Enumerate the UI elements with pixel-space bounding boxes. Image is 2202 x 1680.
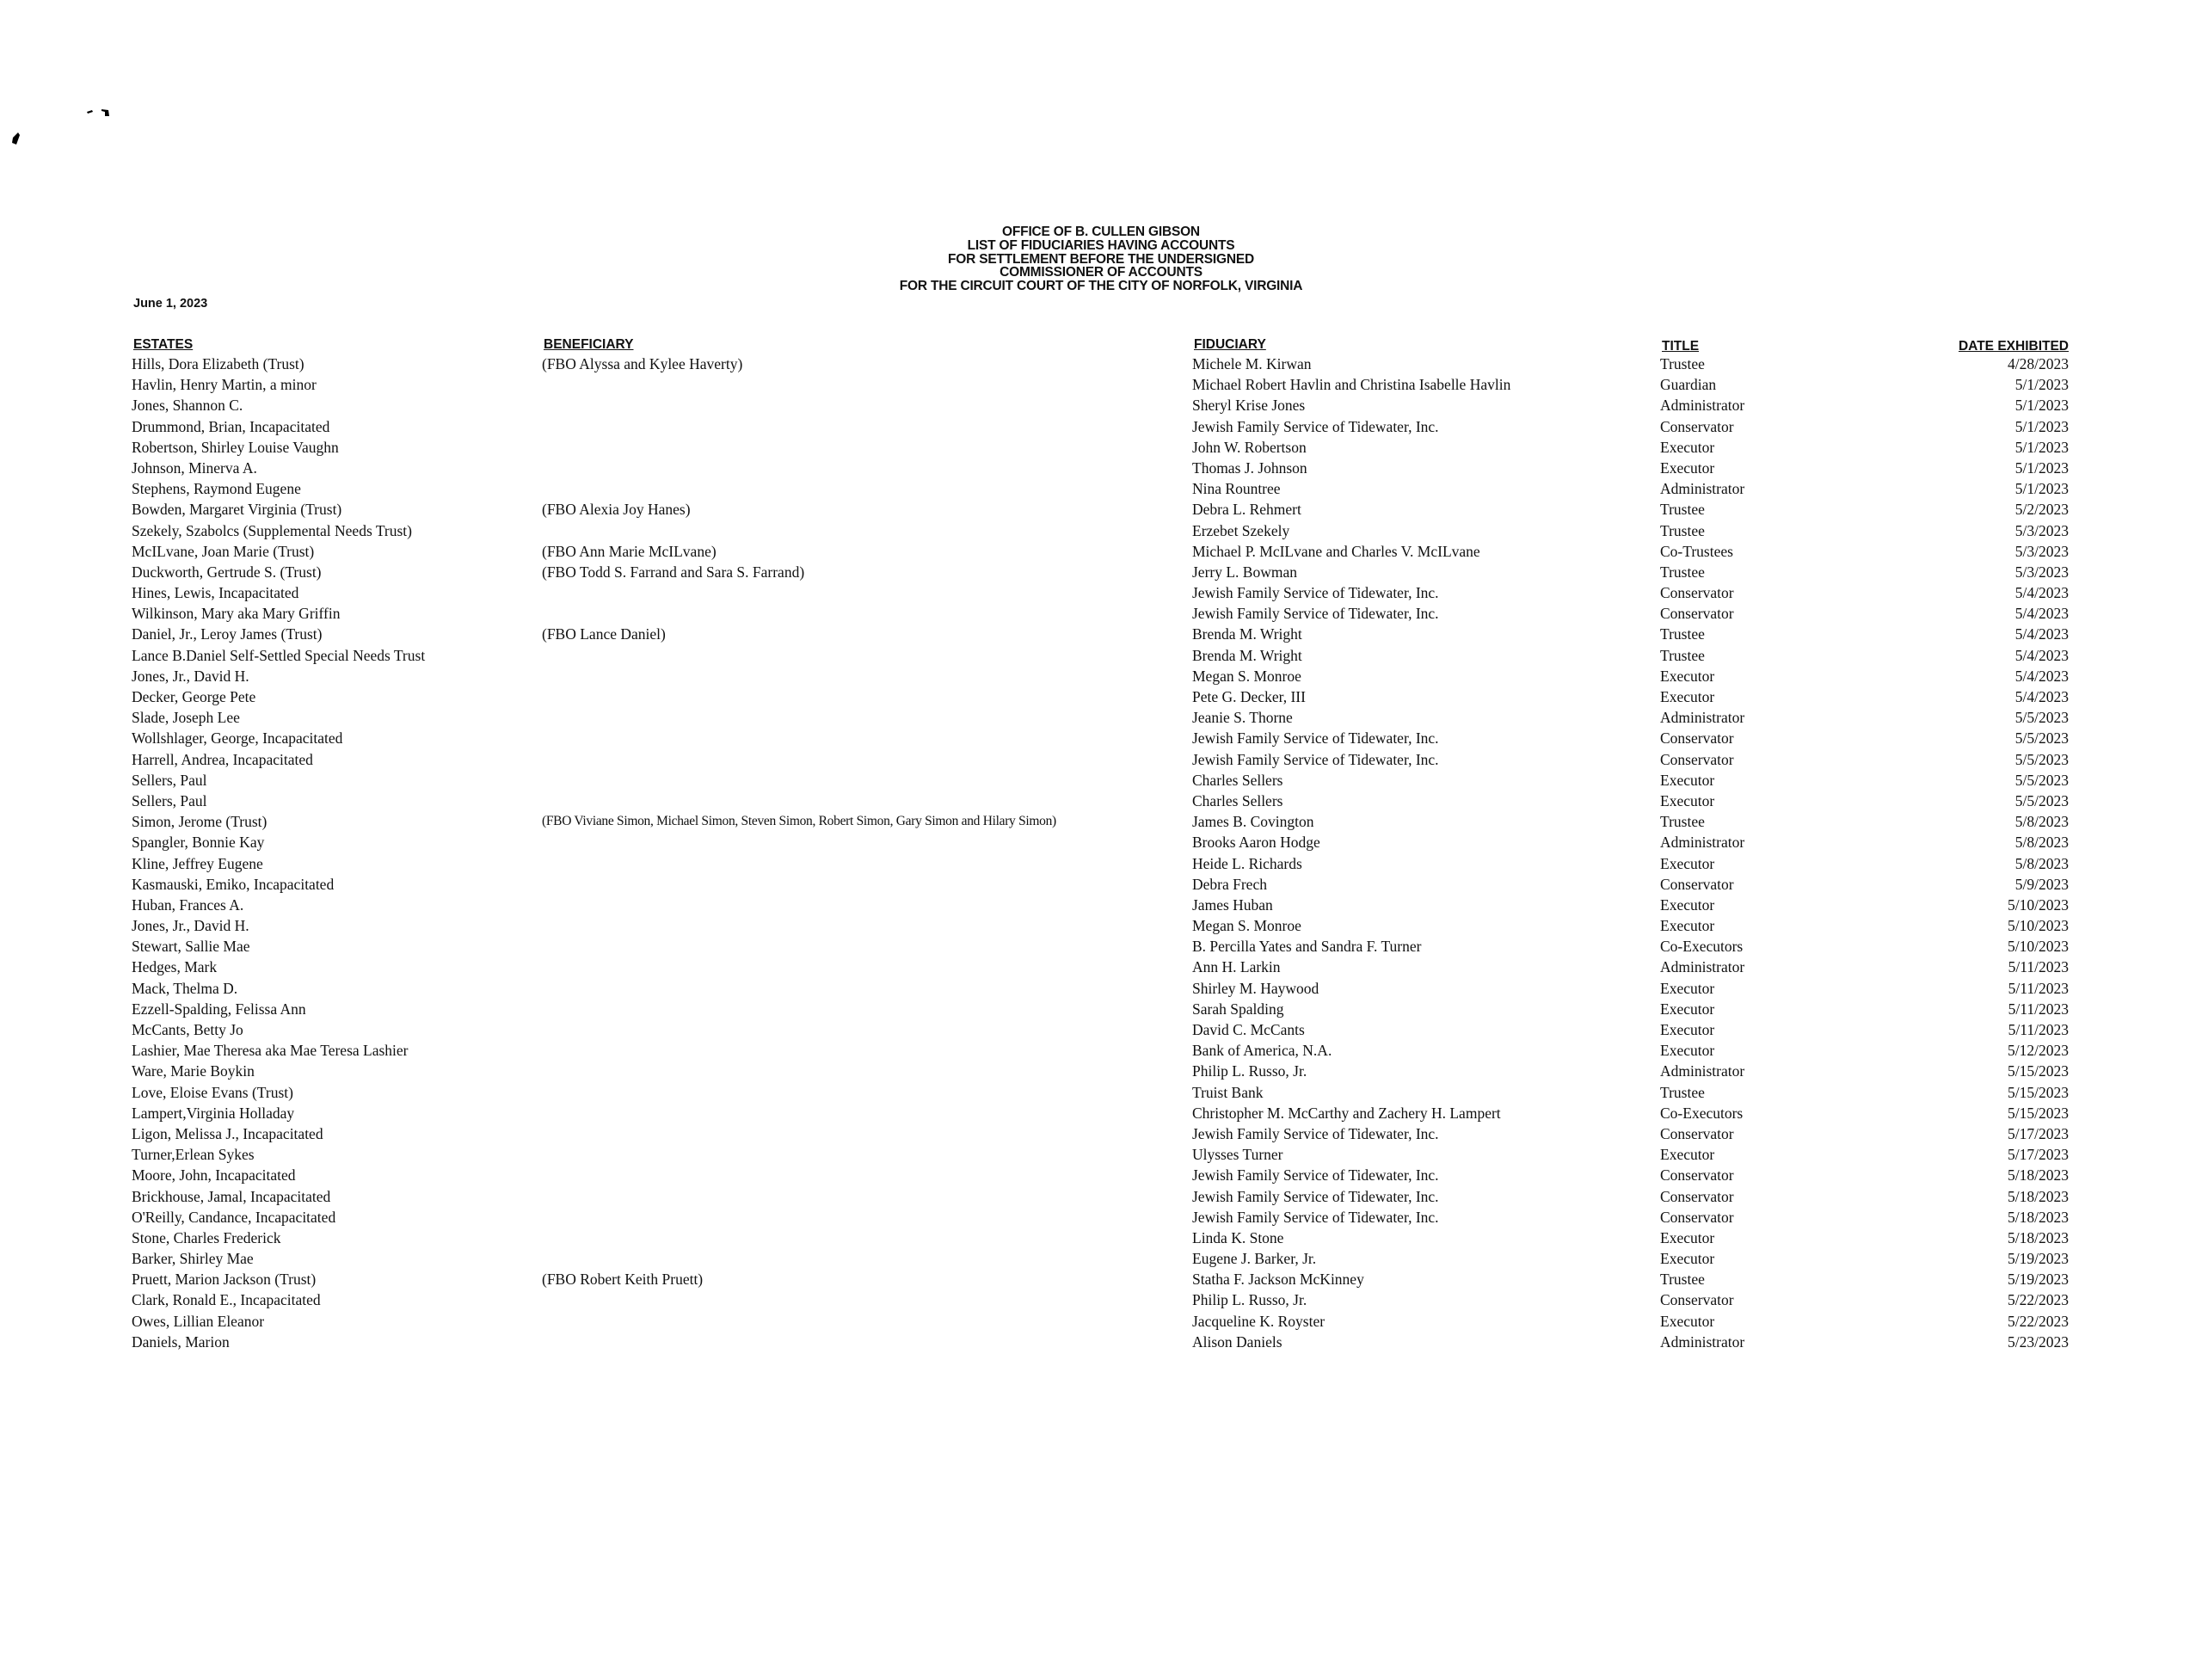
table-row xyxy=(0,1229,2202,1250)
table-row xyxy=(0,1166,2202,1187)
estate-cell: Kasmauski, Emiko, Incapacitated xyxy=(132,875,335,893)
fiduciary-cell: John W. Robertson xyxy=(1192,438,1307,456)
table-row xyxy=(0,1105,2202,1125)
date-exhibited-cell: 5/10/2023 xyxy=(2008,938,2069,956)
scan-speck-mark xyxy=(10,132,21,146)
title-cell: Administrator xyxy=(1660,709,1745,727)
table-row xyxy=(0,1250,2202,1271)
column-header-fiduciary: FIDUCIARY xyxy=(1194,337,1266,352)
fiduciary-cell: Jewish Family Service of Tidewater, Inc. xyxy=(1192,584,1439,602)
fiduciary-cell: Jewish Family Service of Tidewater, Inc. xyxy=(1192,750,1439,768)
fiduciary-cell: Sarah Spalding xyxy=(1192,1000,1284,1018)
fiduciary-cell: Jewish Family Service of Tidewater, Inc. xyxy=(1192,1124,1439,1142)
estate-cell: Owes, Lillian Eleanor xyxy=(132,1312,265,1330)
fiduciary-cell: Heide L. Richards xyxy=(1192,854,1302,872)
fiduciary-cell: Brenda M. Wright xyxy=(1192,625,1302,643)
title-cell: Trustee xyxy=(1660,521,1705,539)
fiduciary-cell: Michele M. Kirwan xyxy=(1192,355,1312,372)
date-exhibited-cell: 5/12/2023 xyxy=(2008,1042,2069,1060)
title-cell: Conservator xyxy=(1660,584,1734,602)
estate-cell: Szekely, Szabolcs (Supplemental Needs Trust) xyxy=(132,521,412,539)
date-exhibited-cell: 5/11/2023 xyxy=(2008,1021,2069,1038)
title-cell: Co-Executors xyxy=(1660,938,1744,956)
fiduciary-cell: James Huban xyxy=(1192,895,1273,914)
title-cell: Trustee xyxy=(1660,501,1705,519)
table-row xyxy=(0,376,2202,397)
title-cell: Executor xyxy=(1660,895,1715,914)
date-exhibited-cell: 4/28/2023 xyxy=(2008,355,2069,372)
table-row xyxy=(0,625,2202,646)
date-exhibited-cell: 5/3/2023 xyxy=(2014,521,2069,539)
date-exhibited-cell: 5/22/2023 xyxy=(2008,1291,2069,1309)
estate-cell: Sellers, Paul xyxy=(132,771,207,789)
title-cell: Conservator xyxy=(1660,1187,1734,1205)
date-exhibited-cell: 5/5/2023 xyxy=(2014,729,2069,748)
title-cell: Administrator xyxy=(1660,1332,1745,1351)
date-exhibited-cell: 5/11/2023 xyxy=(2008,958,2069,976)
fiduciary-cell: Jewish Family Service of Tidewater, Inc. xyxy=(1192,729,1439,748)
table-row xyxy=(0,729,2202,750)
fiduciary-cell: Pete G. Decker, III xyxy=(1192,688,1306,705)
table-row xyxy=(0,1000,2202,1021)
table-row xyxy=(0,1042,2202,1062)
estate-cell: O'Reilly, Candance, Incapacitated xyxy=(132,1208,336,1226)
scan-speck-mark xyxy=(86,108,110,117)
date-exhibited-cell: 5/5/2023 xyxy=(2014,750,2069,768)
title-cell: Executor xyxy=(1660,854,1715,872)
date-exhibited-cell: 5/1/2023 xyxy=(2014,397,2069,415)
fiduciary-cell: Jacqueline K. Royster xyxy=(1192,1312,1326,1330)
title-cell: Executor xyxy=(1660,667,1715,685)
beneficiary-cell: (FBO Viviane Simon, Michael Simon, Steven Simon, Robert Simon, Gary Simon and Hilary Simon) xyxy=(542,814,1056,829)
date-exhibited-cell: 5/1/2023 xyxy=(2014,480,2069,498)
date-exhibited-cell: 5/3/2023 xyxy=(2014,542,2069,560)
estate-cell: Ware, Marie Boykin xyxy=(132,1062,255,1080)
table-row xyxy=(0,834,2202,854)
fiduciary-cell: Linda K. Stone xyxy=(1192,1228,1284,1246)
title-cell: Trustee xyxy=(1660,1083,1705,1101)
table-row xyxy=(0,709,2202,729)
title-cell: Executor xyxy=(1660,688,1715,705)
fiduciary-cell: Statha F. Jackson McKinney xyxy=(1192,1271,1364,1289)
table-row xyxy=(0,459,2202,480)
table-row xyxy=(0,792,2202,813)
title-cell: Executor xyxy=(1660,1312,1715,1330)
title-cell: Executor xyxy=(1660,791,1715,809)
table-row xyxy=(0,668,2202,688)
estate-cell: Wollshlager, George, Incapacitated xyxy=(132,729,343,748)
fiduciary-cell: David C. McCants xyxy=(1192,1021,1305,1038)
title-cell: Conservator xyxy=(1660,417,1734,435)
date-exhibited-cell: 5/5/2023 xyxy=(2014,791,2069,809)
fiduciary-cell: Jewish Family Service of Tidewater, Inc. xyxy=(1192,605,1439,623)
beneficiary-cell: (FBO Ann Marie McILvane) xyxy=(542,542,717,560)
table-row xyxy=(0,501,2202,521)
beneficiary-cell: (FBO Todd S. Farrand and Sara S. Farrand) xyxy=(542,563,805,581)
date-exhibited-cell: 5/3/2023 xyxy=(2014,563,2069,581)
header-line: LIST OF FIDUCIARIES HAVING ACCOUNTS xyxy=(967,237,1235,253)
estate-cell: Wilkinson, Mary aka Mary Griffin xyxy=(132,605,341,623)
fiduciary-cell: Sheryl Krise Jones xyxy=(1192,397,1306,415)
table-row xyxy=(0,480,2202,501)
date-exhibited-cell: 5/1/2023 xyxy=(2014,438,2069,456)
estate-cell: Jones, Shannon C. xyxy=(132,397,243,415)
title-cell: Trustee xyxy=(1660,355,1705,372)
estate-cell: Hines, Lewis, Incapacitated xyxy=(132,584,299,602)
estate-cell: Lashier, Mae Theresa aka Mae Teresa Lashier xyxy=(132,1042,409,1060)
date-exhibited-cell: 5/4/2023 xyxy=(2014,625,2069,643)
estate-cell: Ligon, Melissa J., Incapacitated xyxy=(132,1124,323,1142)
beneficiary-cell: (FBO Lance Daniel) xyxy=(542,625,666,643)
date-exhibited-cell: 5/19/2023 xyxy=(2008,1250,2069,1268)
estate-cell: Brickhouse, Jamal, Incapacitated xyxy=(132,1187,331,1205)
estate-cell: McCants, Betty Jo xyxy=(132,1021,243,1038)
estate-cell: Robertson, Shirley Louise Vaughn xyxy=(132,438,339,456)
estate-cell: McILvane, Joan Marie (Trust) xyxy=(132,542,315,560)
fiduciary-cell: Bank of America, N.A. xyxy=(1192,1042,1332,1060)
fiduciary-cell: Christopher M. McCarthy and Zachery H. Lampert xyxy=(1192,1104,1501,1122)
title-cell: Executor xyxy=(1660,1146,1715,1164)
estate-cell: Turner,Erlean Sykes xyxy=(132,1146,255,1164)
title-cell: Conservator xyxy=(1660,1208,1734,1226)
header-line: OFFICE OF B. CULLEN GIBSON xyxy=(1002,225,1200,239)
table-row xyxy=(0,855,2202,876)
beneficiary-cell: (FBO Alyssa and Kylee Haverty) xyxy=(542,355,743,372)
estate-cell: Moore, John, Incapacitated xyxy=(132,1166,296,1185)
date-exhibited-cell: 5/9/2023 xyxy=(2014,875,2069,893)
title-cell: Trustee xyxy=(1660,625,1705,643)
date-exhibited-cell: 5/8/2023 xyxy=(2014,834,2069,852)
date-exhibited-cell: 5/15/2023 xyxy=(2008,1083,2069,1101)
column-header-title: TITLE xyxy=(1662,339,1700,354)
column-header-estates: ESTATES xyxy=(133,337,194,352)
title-cell: Conservator xyxy=(1660,1124,1734,1142)
title-cell: Conservator xyxy=(1660,1166,1734,1185)
table-row xyxy=(0,980,2202,1000)
table-row xyxy=(0,1146,2202,1166)
title-cell: Executor xyxy=(1660,1228,1715,1246)
fiduciary-cell: Truist Bank xyxy=(1192,1083,1264,1101)
column-header-beneficiary: BENEFICIARY xyxy=(544,337,634,352)
table-row xyxy=(0,1313,2202,1333)
estate-cell: Huban, Frances A. xyxy=(132,895,244,914)
header-line: COMMISSIONER OF ACCOUNTS xyxy=(1000,265,1202,280)
estate-cell: Stewart, Sallie Mae xyxy=(132,938,250,956)
estate-cell: Lampert,Virginia Holladay xyxy=(132,1104,295,1122)
estate-cell: Stone, Charles Frederick xyxy=(132,1228,281,1246)
estate-cell: Daniel, Jr., Leroy James (Trust) xyxy=(132,625,323,643)
date-exhibited-cell: 5/5/2023 xyxy=(2014,771,2069,789)
title-cell: Executor xyxy=(1660,1021,1715,1038)
title-cell: Conservator xyxy=(1660,1291,1734,1309)
date-exhibited-cell: 5/18/2023 xyxy=(2008,1208,2069,1226)
table-row xyxy=(0,563,2202,584)
table-row xyxy=(0,1125,2202,1146)
estate-cell: Barker, Shirley Mae xyxy=(132,1250,254,1268)
fiduciary-cell: Eugene J. Barker, Jr. xyxy=(1192,1250,1317,1268)
date-exhibited-cell: 5/4/2023 xyxy=(2014,646,2069,664)
date-exhibited-cell: 5/17/2023 xyxy=(2008,1124,2069,1142)
title-cell: Administrator xyxy=(1660,834,1745,852)
estate-cell: Lance B.Daniel Self-Settled Special Needs Trust xyxy=(132,646,426,664)
title-cell: Executor xyxy=(1660,438,1715,456)
fiduciary-cell: Alison Daniels xyxy=(1192,1332,1282,1351)
table-row xyxy=(0,543,2202,563)
date-exhibited-cell: 5/8/2023 xyxy=(2014,854,2069,872)
table-row xyxy=(0,605,2202,625)
date-exhibited-cell: 5/8/2023 xyxy=(2014,813,2069,831)
title-cell: Administrator xyxy=(1660,958,1745,976)
estate-cell: Hills, Dora Elizabeth (Trust) xyxy=(132,355,304,372)
title-cell: Guardian xyxy=(1660,376,1717,394)
fiduciary-cell: Michael P. McILvane and Charles V. McILvane xyxy=(1192,542,1480,560)
estate-cell: Slade, Joseph Lee xyxy=(132,709,240,727)
column-header-date-exhibited: DATE EXHIBITED xyxy=(1958,339,2069,354)
table-row xyxy=(0,584,2202,605)
title-cell: Administrator xyxy=(1660,397,1745,415)
fiduciary-table xyxy=(0,355,2202,1354)
fiduciary-cell: Debra Frech xyxy=(1192,875,1267,893)
estate-cell: Harrell, Andrea, Incapacitated xyxy=(132,750,313,768)
fiduciary-cell: Thomas J. Johnson xyxy=(1192,458,1307,477)
title-cell: Conservator xyxy=(1660,729,1734,748)
date-exhibited-cell: 5/23/2023 xyxy=(2008,1332,2069,1351)
table-row xyxy=(0,1271,2202,1291)
date-exhibited-cell: 5/4/2023 xyxy=(2014,584,2069,602)
title-cell: Executor xyxy=(1660,458,1715,477)
title-cell: Administrator xyxy=(1660,1062,1745,1080)
estate-cell: Johnson, Minerva A. xyxy=(132,458,257,477)
date-exhibited-cell: 5/10/2023 xyxy=(2008,917,2069,935)
fiduciary-cell: Michael Robert Havlin and Christina Isabelle Havlin xyxy=(1192,376,1511,394)
fiduciary-cell: Jewish Family Service of Tidewater, Inc. xyxy=(1192,1208,1439,1226)
estate-cell: Jones, Jr., David H. xyxy=(132,667,249,685)
fiduciary-cell: Jewish Family Service of Tidewater, Inc. xyxy=(1192,417,1439,435)
document-date: June 1, 2023 xyxy=(133,297,208,311)
fiduciary-cell: Jewish Family Service of Tidewater, Inc. xyxy=(1192,1187,1439,1205)
table-row xyxy=(0,876,2202,896)
fiduciary-cell: James B. Covington xyxy=(1192,813,1314,831)
title-cell: Executor xyxy=(1660,1250,1715,1268)
table-row xyxy=(0,772,2202,792)
table-row xyxy=(0,938,2202,958)
date-exhibited-cell: 5/1/2023 xyxy=(2014,417,2069,435)
fiduciary-cell: Ulysses Turner xyxy=(1192,1146,1283,1164)
date-exhibited-cell: 5/4/2023 xyxy=(2014,688,2069,705)
fiduciary-cell: Megan S. Monroe xyxy=(1192,917,1301,935)
title-cell: Conservator xyxy=(1660,605,1734,623)
date-exhibited-cell: 5/15/2023 xyxy=(2008,1104,2069,1122)
header-line: FOR SETTLEMENT BEFORE THE UNDERSIGNED xyxy=(947,251,1254,267)
date-exhibited-cell: 5/18/2023 xyxy=(2008,1187,2069,1205)
title-cell: Trustee xyxy=(1660,1271,1705,1289)
date-exhibited-cell: 5/11/2023 xyxy=(2008,1000,2069,1018)
date-exhibited-cell: 5/17/2023 xyxy=(2008,1146,2069,1164)
table-row xyxy=(0,896,2202,917)
fiduciary-cell: Brenda M. Wright xyxy=(1192,646,1302,664)
table-row xyxy=(0,958,2202,979)
estate-cell: Simon, Jerome (Trust) xyxy=(132,813,268,831)
table-row xyxy=(0,1291,2202,1312)
fiduciary-cell: Erzebet Szekely xyxy=(1192,521,1290,539)
date-exhibited-cell: 5/22/2023 xyxy=(2008,1312,2069,1330)
date-exhibited-cell: 5/10/2023 xyxy=(2008,895,2069,914)
document-header xyxy=(0,225,2202,293)
date-exhibited-cell: 5/18/2023 xyxy=(2008,1228,2069,1246)
title-cell: Co-Executors xyxy=(1660,1104,1744,1122)
title-cell: Trustee xyxy=(1660,813,1705,831)
fiduciary-cell: Megan S. Monroe xyxy=(1192,667,1301,685)
date-exhibited-cell: 5/4/2023 xyxy=(2014,667,2069,685)
date-exhibited-cell: 5/11/2023 xyxy=(2008,979,2069,997)
estate-cell: Mack, Thelma D. xyxy=(132,979,238,997)
estate-cell: Spangler, Bonnie Kay xyxy=(132,834,265,852)
table-row xyxy=(0,1062,2202,1083)
table-row xyxy=(0,813,2202,834)
fiduciary-cell: Brooks Aaron Hodge xyxy=(1192,834,1320,852)
estate-cell: Ezzell-Spalding, Felissa Ann xyxy=(132,1000,306,1018)
table-row xyxy=(0,688,2202,709)
table-row xyxy=(0,522,2202,543)
title-cell: Conservator xyxy=(1660,875,1734,893)
date-exhibited-cell: 5/4/2023 xyxy=(2014,605,2069,623)
fiduciary-cell: Jeanie S. Thorne xyxy=(1192,709,1293,727)
table-row xyxy=(0,418,2202,439)
fiduciary-cell: Philip L. Russo, Jr. xyxy=(1192,1062,1307,1080)
estate-cell: Drummond, Brian, Incapacitated xyxy=(132,417,330,435)
fiduciary-cell: B. Percilla Yates and Sandra F. Turner xyxy=(1192,938,1422,956)
date-exhibited-cell: 5/1/2023 xyxy=(2014,376,2069,394)
fiduciary-cell: Shirley M. Haywood xyxy=(1192,979,1319,997)
table-row xyxy=(0,355,2202,376)
table-row xyxy=(0,751,2202,772)
title-cell: Executor xyxy=(1660,979,1715,997)
title-cell: Executor xyxy=(1660,917,1715,935)
estate-cell: Clark, Ronald E., Incapacitated xyxy=(132,1291,321,1309)
estate-cell: Havlin, Henry Martin, a minor xyxy=(132,376,317,394)
title-cell: Administrator xyxy=(1660,480,1745,498)
fiduciary-cell: Ann H. Larkin xyxy=(1192,958,1281,976)
date-exhibited-cell: 5/1/2023 xyxy=(2014,458,2069,477)
estate-cell: Love, Eloise Evans (Trust) xyxy=(132,1083,293,1101)
estate-cell: Sellers, Paul xyxy=(132,791,207,809)
title-cell: Trustee xyxy=(1660,563,1705,581)
fiduciary-cell: Jewish Family Service of Tidewater, Inc. xyxy=(1192,1166,1439,1185)
beneficiary-cell: (FBO Alexia Joy Hanes) xyxy=(542,501,691,519)
fiduciary-cell: Debra L. Rehmert xyxy=(1192,501,1301,519)
title-cell: Executor xyxy=(1660,771,1715,789)
estate-cell: Decker, George Pete xyxy=(132,688,256,705)
estate-cell: Kline, Jeffrey Eugene xyxy=(132,854,263,872)
title-cell: Executor xyxy=(1660,1042,1715,1060)
header-line: FOR THE CIRCUIT COURT OF THE CITY OF NORFOLK, VIRGINIA xyxy=(899,279,1303,294)
estate-cell: Pruett, Marion Jackson (Trust) xyxy=(132,1271,317,1289)
table-row xyxy=(0,1084,2202,1105)
estate-cell: Jones, Jr., David H. xyxy=(132,917,249,935)
fiduciary-cell: Nina Rountree xyxy=(1192,480,1281,498)
title-cell: Trustee xyxy=(1660,646,1705,664)
estate-cell: Daniels, Marion xyxy=(132,1332,230,1351)
estate-cell: Stephens, Raymond Eugene xyxy=(132,480,301,498)
fiduciary-cell: Charles Sellers xyxy=(1192,791,1283,809)
title-cell: Executor xyxy=(1660,1000,1715,1018)
estate-cell: Hedges, Mark xyxy=(132,958,218,976)
table-row xyxy=(0,647,2202,668)
table-row xyxy=(0,439,2202,459)
date-exhibited-cell: 5/5/2023 xyxy=(2014,709,2069,727)
table-row xyxy=(0,1021,2202,1042)
estate-cell: Bowden, Margaret Virginia (Trust) xyxy=(132,501,342,519)
fiduciary-cell: Charles Sellers xyxy=(1192,771,1283,789)
title-cell: Conservator xyxy=(1660,750,1734,768)
date-exhibited-cell: 5/15/2023 xyxy=(2008,1062,2069,1080)
date-exhibited-cell: 5/2/2023 xyxy=(2014,501,2069,519)
fiduciary-cell: Philip L. Russo, Jr. xyxy=(1192,1291,1307,1309)
date-exhibited-cell: 5/19/2023 xyxy=(2008,1271,2069,1289)
table-row xyxy=(0,1209,2202,1229)
table-row xyxy=(0,1188,2202,1209)
fiduciary-cell: Jerry L. Bowman xyxy=(1192,563,1297,581)
estate-cell: Duckworth, Gertrude S. (Trust) xyxy=(132,563,322,581)
title-cell: Co-Trustees xyxy=(1660,542,1733,560)
beneficiary-cell: (FBO Robert Keith Pruett) xyxy=(542,1271,704,1289)
table-row xyxy=(0,397,2202,417)
date-exhibited-cell: 5/18/2023 xyxy=(2008,1166,2069,1185)
table-row xyxy=(0,917,2202,938)
table-row xyxy=(0,1333,2202,1354)
